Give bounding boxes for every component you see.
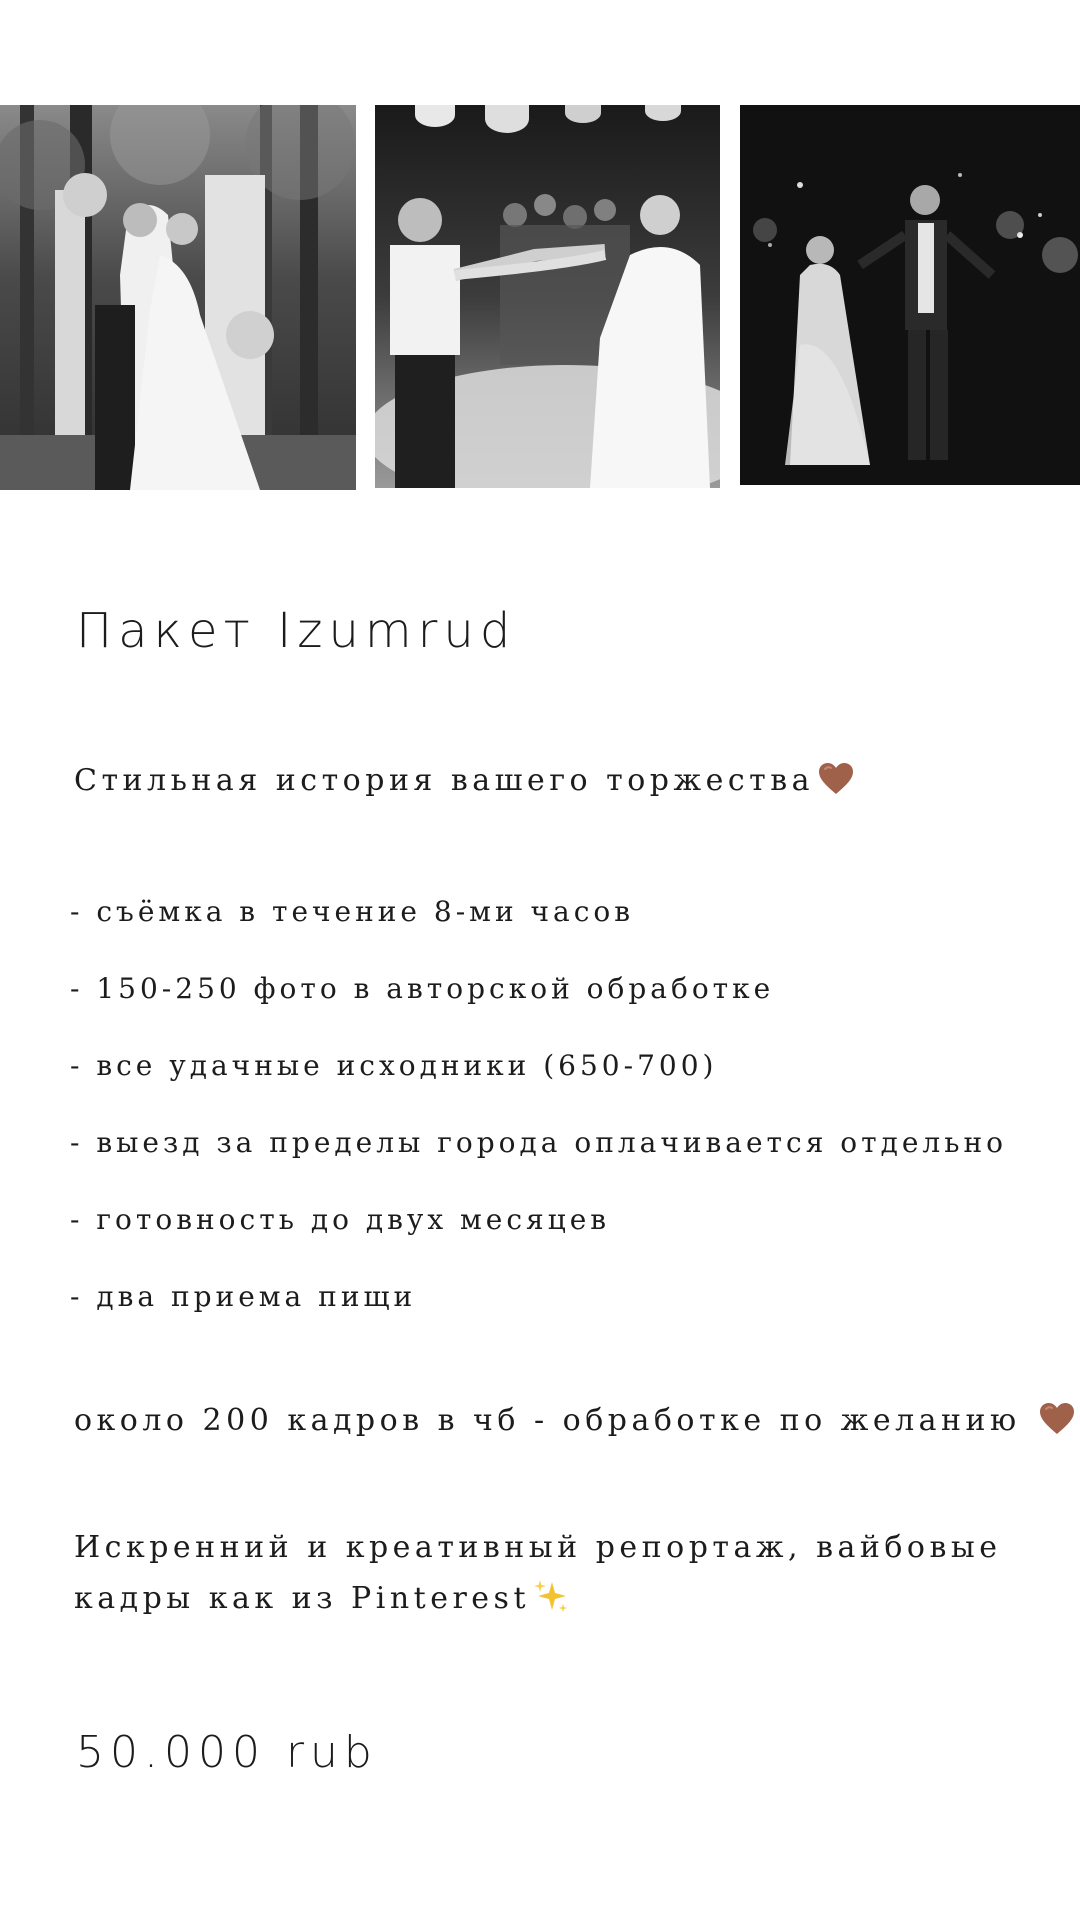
report-description-text: Искренний и креативный репортаж, вайбовые кадры как из Pinterest [74,1530,1002,1616]
bw-processing-note [74,1402,1075,1438]
photo-couple-dance-hall[interactable] [375,105,720,488]
brown-heart-icon [1039,1402,1075,1436]
feature-item: - все удачные исходники (650-700) [70,1049,718,1082]
package-subtitle-text: Стильная история вашего торжества [74,763,815,798]
feature-list [70,895,1007,1357]
photo-couple-kiss-forest[interactable] [0,105,356,490]
photo-couple-dance-night[interactable] [740,105,1080,485]
feature-item: - съёмка в течение 8-ми часов [70,895,635,928]
package-title: Пакет Izumrud [76,603,517,659]
feature-item: - выезд за пределы города оплачивается отдельно [70,1126,1007,1159]
package-price: 50.000 rub [76,1727,378,1778]
feature-item: - два приема пищи [70,1280,417,1313]
sparkles-icon [532,1578,570,1616]
package-subtitle [74,762,854,798]
feature-item: - 150-250 фото в авторской обработке [70,972,775,1005]
report-description [74,1522,1014,1624]
feature-item: - готовность до двух месяцев [70,1203,611,1236]
brown-heart-icon [818,762,854,796]
bw-processing-note-text: около 200 кадров в чб - обработке по желанию [74,1403,1035,1438]
photo-gallery [0,105,1080,490]
